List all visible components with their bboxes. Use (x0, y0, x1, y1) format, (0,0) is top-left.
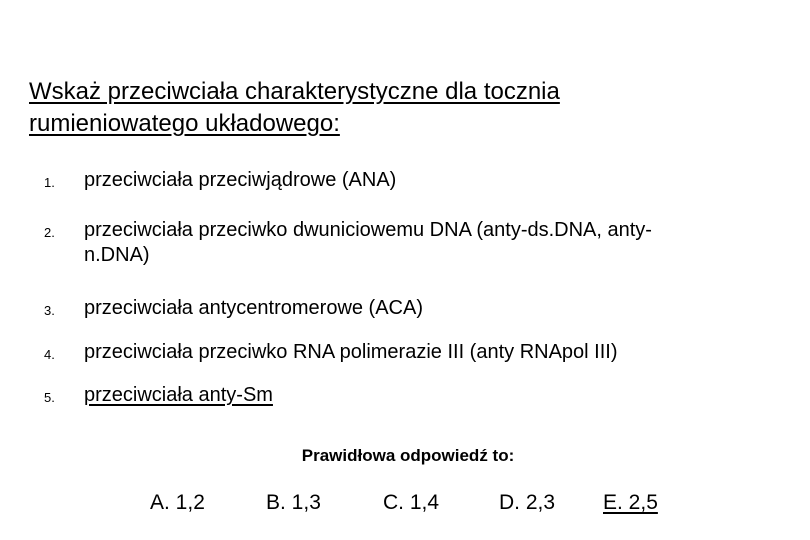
list-item-2 (44, 218, 774, 268)
answer-option-b[interactable]: B. 1,3 (266, 491, 321, 514)
answer-option-e[interactable]: E. 2,5 (603, 491, 658, 514)
item-number: 1. (44, 175, 55, 190)
answer-option-c[interactable]: C. 1,4 (383, 491, 440, 514)
item-number: 4. (44, 347, 55, 362)
item-text (84, 218, 764, 268)
list-item-3 (44, 296, 774, 321)
item-text: przeciwciała przeciwjądrowe (ANA) (84, 169, 397, 191)
question-title (29, 76, 749, 140)
item-number: 2. (44, 225, 55, 240)
question-line-2: rumieniowatego układowego: (29, 110, 340, 137)
item-text: przeciwciała antycentromerowe (ACA) (84, 297, 424, 319)
item-text-line-2: n.DNA) (84, 244, 150, 266)
item-text-line-1: przeciwciała przeciwko dwuniciowemu DNA (anty-ds.DNA, anty- (84, 219, 652, 241)
question-line-1: Wskaż przeciwciała charakterystyczne dla tocznia (29, 78, 560, 105)
item-text: przeciwciała anty-Sm (84, 384, 273, 406)
list-item-1 (44, 168, 774, 193)
answer-prompt-text: Prawidłowa odpowiedź to: (301, 446, 515, 465)
list-item-5 (44, 383, 774, 408)
answer-option-d[interactable]: D. 2,3 (499, 491, 556, 514)
item-number: 3. (44, 303, 55, 318)
item-number: 5. (44, 390, 55, 405)
list-item-4 (44, 340, 774, 365)
answer-option-a[interactable]: A. 1,2 (150, 491, 205, 514)
item-text: przeciwciała przeciwko RNA polimerazie III (anty RNApol III) (84, 341, 618, 363)
answer-prompt (0, 446, 810, 466)
